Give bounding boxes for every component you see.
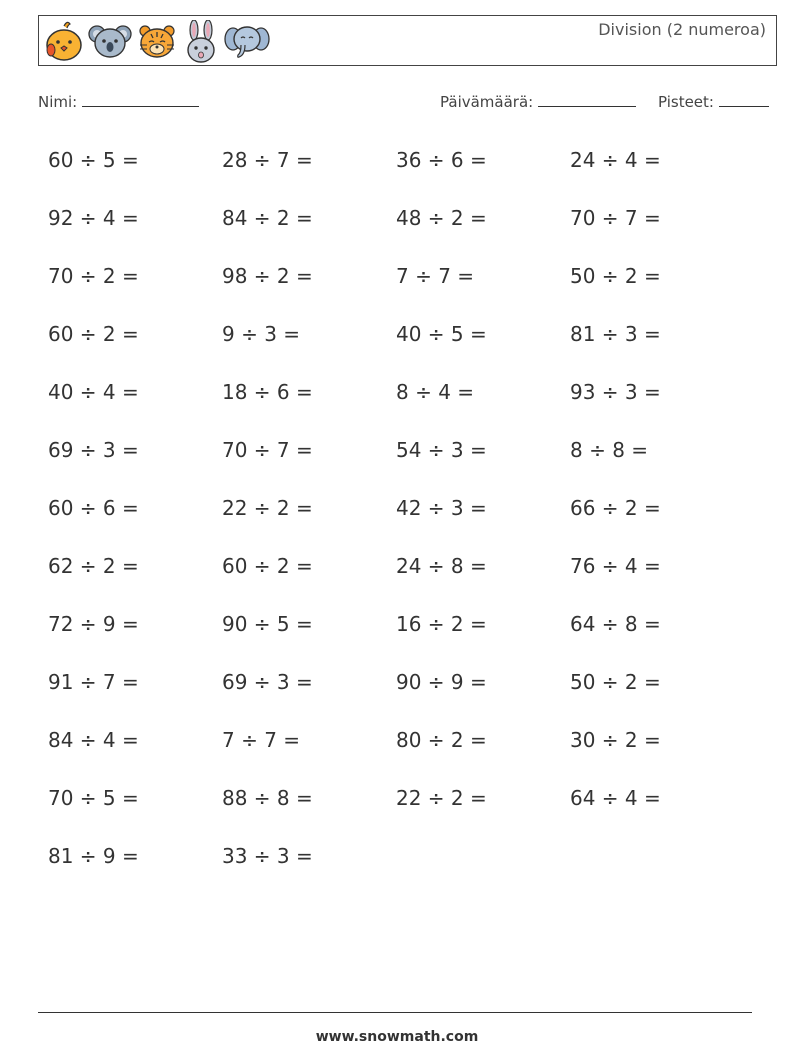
division-problem: 92 ÷ 4 = <box>48 206 139 230</box>
date-field <box>440 93 636 111</box>
division-problem: 24 ÷ 4 = <box>570 148 661 172</box>
division-problem: 28 ÷ 7 = <box>222 148 313 172</box>
name-blank[interactable] <box>82 93 199 107</box>
division-problem: 98 ÷ 2 = <box>222 264 313 288</box>
division-problem: 64 ÷ 8 = <box>570 612 661 636</box>
division-problem: 76 ÷ 4 = <box>570 554 661 578</box>
division-problem: 16 ÷ 2 = <box>396 612 487 636</box>
division-problem: 84 ÷ 2 = <box>222 206 313 230</box>
division-problem: 84 ÷ 4 = <box>48 728 139 752</box>
date-blank[interactable] <box>538 93 636 107</box>
division-problem: 8 ÷ 8 = <box>570 438 649 462</box>
division-problem: 62 ÷ 2 = <box>48 554 139 578</box>
division-problem: 70 ÷ 5 = <box>48 786 139 810</box>
division-problem: 54 ÷ 3 = <box>396 438 487 462</box>
division-problem: 40 ÷ 4 = <box>48 380 139 404</box>
date-label: Päivämäärä: <box>440 93 534 111</box>
division-problem: 90 ÷ 5 = <box>222 612 313 636</box>
division-problem: 33 ÷ 3 = <box>222 844 313 868</box>
division-problem: 42 ÷ 3 = <box>396 496 487 520</box>
division-problem: 88 ÷ 8 = <box>222 786 313 810</box>
name-label: Nimi: <box>38 93 78 111</box>
worksheet-header <box>38 15 777 66</box>
division-problem: 91 ÷ 7 = <box>48 670 139 694</box>
division-problem: 70 ÷ 2 = <box>48 264 139 288</box>
division-problem: 22 ÷ 2 = <box>222 496 313 520</box>
division-problem: 66 ÷ 2 = <box>570 496 661 520</box>
division-problem: 36 ÷ 6 = <box>396 148 487 172</box>
division-problem: 60 ÷ 2 = <box>48 322 139 346</box>
division-problem: 60 ÷ 2 = <box>222 554 313 578</box>
rabbit-icon <box>182 20 220 64</box>
division-problem: 7 ÷ 7 = <box>222 728 301 752</box>
division-problem: 50 ÷ 2 = <box>570 670 661 694</box>
division-problem: 80 ÷ 2 = <box>396 728 487 752</box>
division-problem: 69 ÷ 3 = <box>48 438 139 462</box>
division-problem: 8 ÷ 4 = <box>396 380 475 404</box>
division-problem: 81 ÷ 9 = <box>48 844 139 868</box>
score-blank[interactable] <box>719 93 769 107</box>
division-problem: 60 ÷ 6 = <box>48 496 139 520</box>
division-problem: 48 ÷ 2 = <box>396 206 487 230</box>
division-problem: 72 ÷ 9 = <box>48 612 139 636</box>
division-problem: 81 ÷ 3 = <box>570 322 661 346</box>
division-problem: 7 ÷ 7 = <box>396 264 475 288</box>
division-problem: 93 ÷ 3 = <box>570 380 661 404</box>
division-problem: 30 ÷ 2 = <box>570 728 661 752</box>
division-problem: 60 ÷ 5 = <box>48 148 139 172</box>
tiger-icon <box>136 20 178 62</box>
name-field <box>38 93 199 111</box>
division-problem: 22 ÷ 2 = <box>396 786 487 810</box>
division-problem: 64 ÷ 4 = <box>570 786 661 810</box>
division-problem: 70 ÷ 7 = <box>570 206 661 230</box>
score-field <box>658 93 769 111</box>
division-problem: 24 ÷ 8 = <box>396 554 487 578</box>
score-label: Pisteet: <box>658 93 714 111</box>
division-problem: 40 ÷ 5 = <box>396 322 487 346</box>
footer-website: www.snowmath.com <box>315 1029 479 1045</box>
elephant-icon <box>224 20 270 62</box>
chick-icon <box>44 20 84 62</box>
footer-divider <box>38 1012 752 1013</box>
division-problem: 9 ÷ 3 = <box>222 322 301 346</box>
division-problem: 18 ÷ 6 = <box>222 380 313 404</box>
koala-icon <box>88 20 132 62</box>
worksheet-title: Division (2 numeroa) <box>598 20 766 39</box>
division-problem: 90 ÷ 9 = <box>396 670 487 694</box>
division-problem: 69 ÷ 3 = <box>222 670 313 694</box>
division-problem: 70 ÷ 7 = <box>222 438 313 462</box>
division-problem: 50 ÷ 2 = <box>570 264 661 288</box>
